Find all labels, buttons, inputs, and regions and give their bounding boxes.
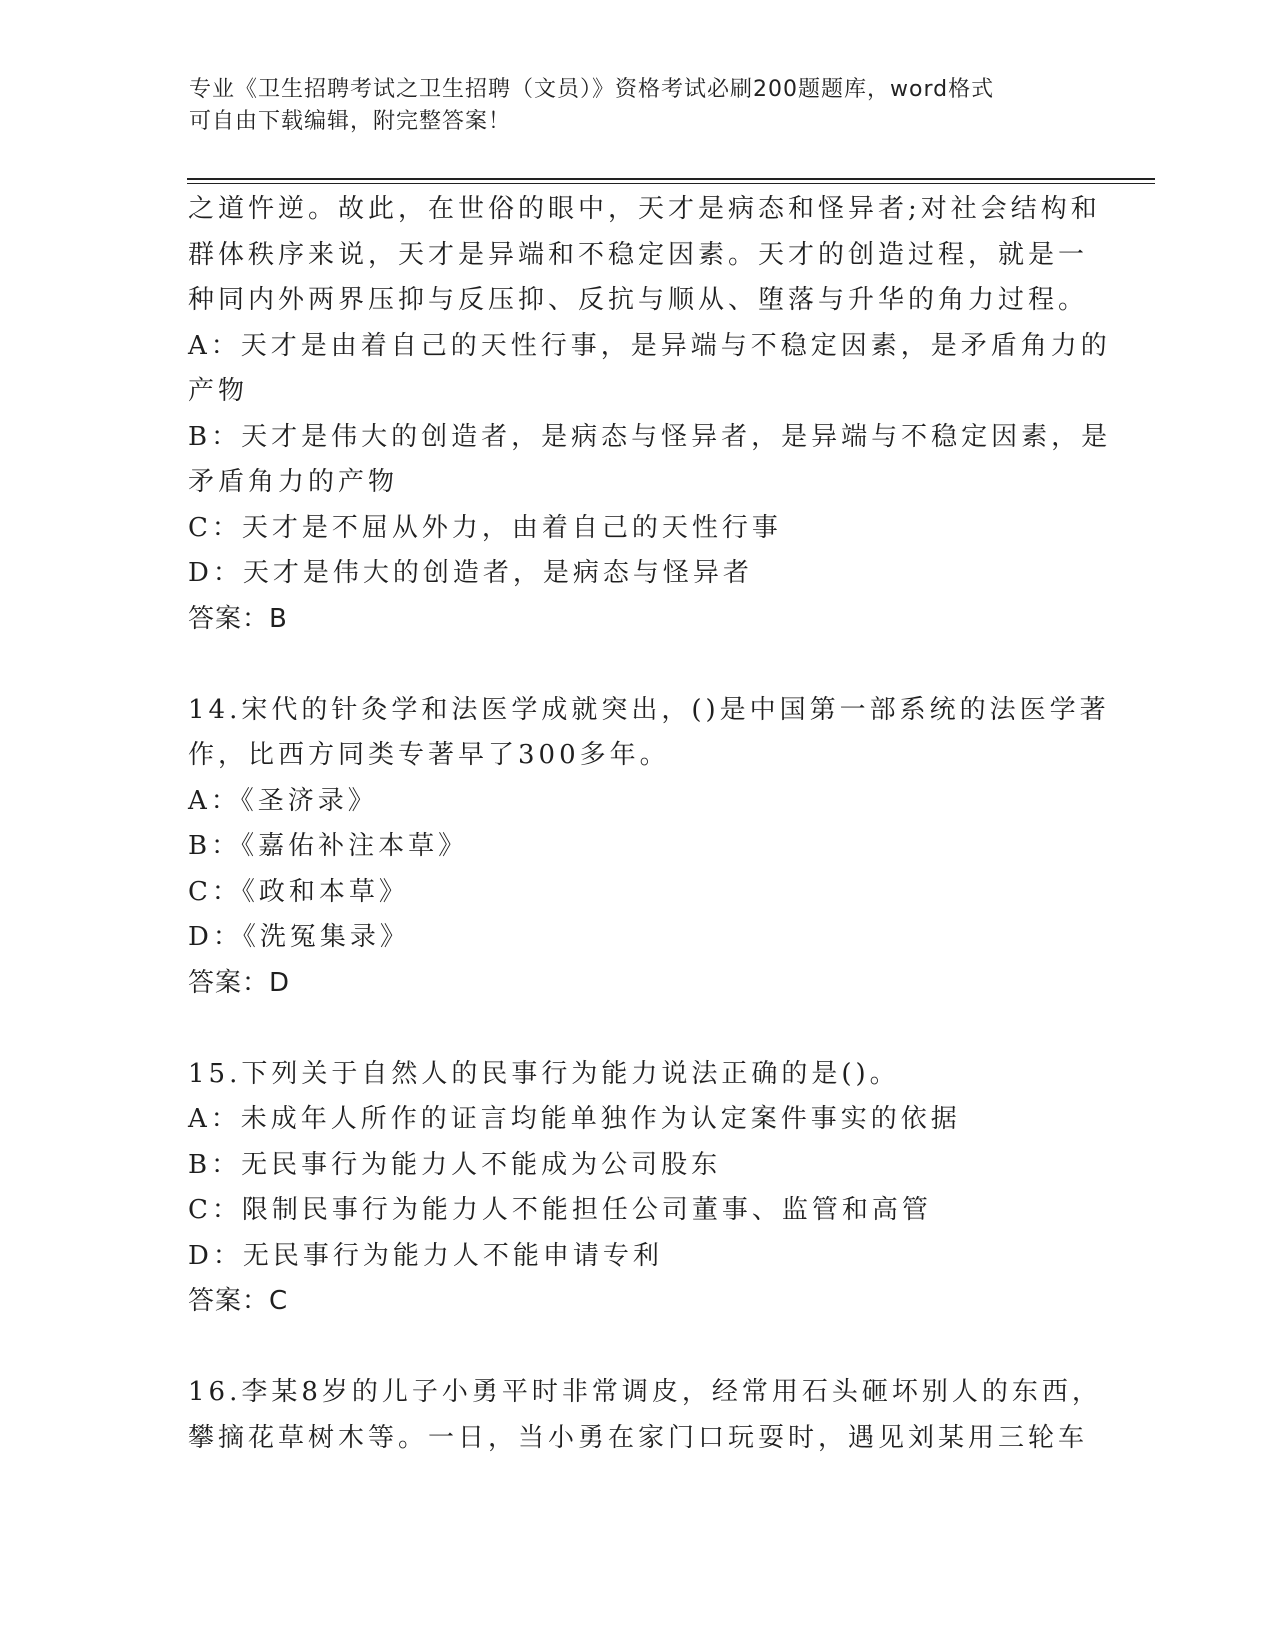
option-a: A：《圣济录》 <box>188 785 378 816</box>
question-15 <box>188 1052 1088 1325</box>
option-b: B：《嘉佑补注本草》 <box>188 831 469 861</box>
answer-15: 答案：C <box>188 1286 289 1316</box>
passage-line: 群体秩序来说，天才是异端和不稳定因素。天才的创造过程，就是一 <box>188 239 1089 270</box>
question-stem: 攀摘花草树木等。一日，当小勇在家门口玩耍时，遇见刘某用三轮车 <box>188 1422 1089 1453</box>
option-d: D：天才是伟大的创造者，是病态与怪异者 <box>188 558 753 588</box>
answer-13: 答案：B <box>188 603 288 634</box>
question-16 <box>188 1370 1102 1461</box>
answer-14: 答案：D <box>188 967 291 998</box>
question-stem: 14.宋代的针灸学和法医学成就突出，()是中国第一部系统的法医学著 <box>188 694 1110 725</box>
option-a-wrap: 产物 <box>188 376 249 406</box>
option-a: A：未成年人所作的证言均能单独作为认定案件事实的依据 <box>188 1104 961 1134</box>
option-c: C：天才是不屈从外力，由着自己的天性行事 <box>188 512 782 543</box>
passage-line: 之道忤逆。故此，在世俗的眼中，天才是病态和怪异者;对社会结构和 <box>188 194 1101 224</box>
option-d: D：无民事行为能力人不能申请专利 <box>188 1240 663 1271</box>
option-b: B：无民事行为能力人不能成为公司股东 <box>188 1149 722 1180</box>
question-13-continuation <box>188 187 1112 642</box>
document-body <box>188 187 1112 1461</box>
header-divider-thin <box>187 183 1155 184</box>
option-b-wrap: 矛盾角力的产物 <box>188 467 399 497</box>
passage-line: 种同内外两界压抑与反压抑、反抗与顺从、堕落与升华的角力过程。 <box>188 285 1089 315</box>
question-stem: 15.下列关于自然人的民事行为能力说法正确的是()。 <box>188 1058 900 1089</box>
option-c: C：《政和本草》 <box>188 876 409 907</box>
header-line-1: 专业《卫生招聘考试之卫生招聘（文员）》资格考试必刷200题题库，word格式 <box>189 77 995 102</box>
option-a: A：天才是由着自己的天性行事，是异端与不稳定因素，是矛盾角力的 <box>188 330 1111 361</box>
question-14 <box>188 688 1110 1007</box>
header-line-2: 可自由下载编辑，附完整答案！ <box>189 109 512 134</box>
document-header <box>189 74 1089 138</box>
header-divider-thick <box>187 178 1155 180</box>
option-c: C：限制民事行为能力人不能担任公司董事、监管和高管 <box>188 1195 932 1225</box>
option-b: B：天才是伟大的创造者，是病态与怪异者，是异端与不稳定因素，是 <box>188 421 1112 452</box>
option-d: D：《洗冤集录》 <box>188 922 410 952</box>
question-stem: 16.李某8岁的儿子小勇平时非常调皮，经常用石头砸坏别人的东西， <box>188 1377 1102 1407</box>
question-stem: 作，比西方同类专著早了300多年。 <box>188 740 670 770</box>
